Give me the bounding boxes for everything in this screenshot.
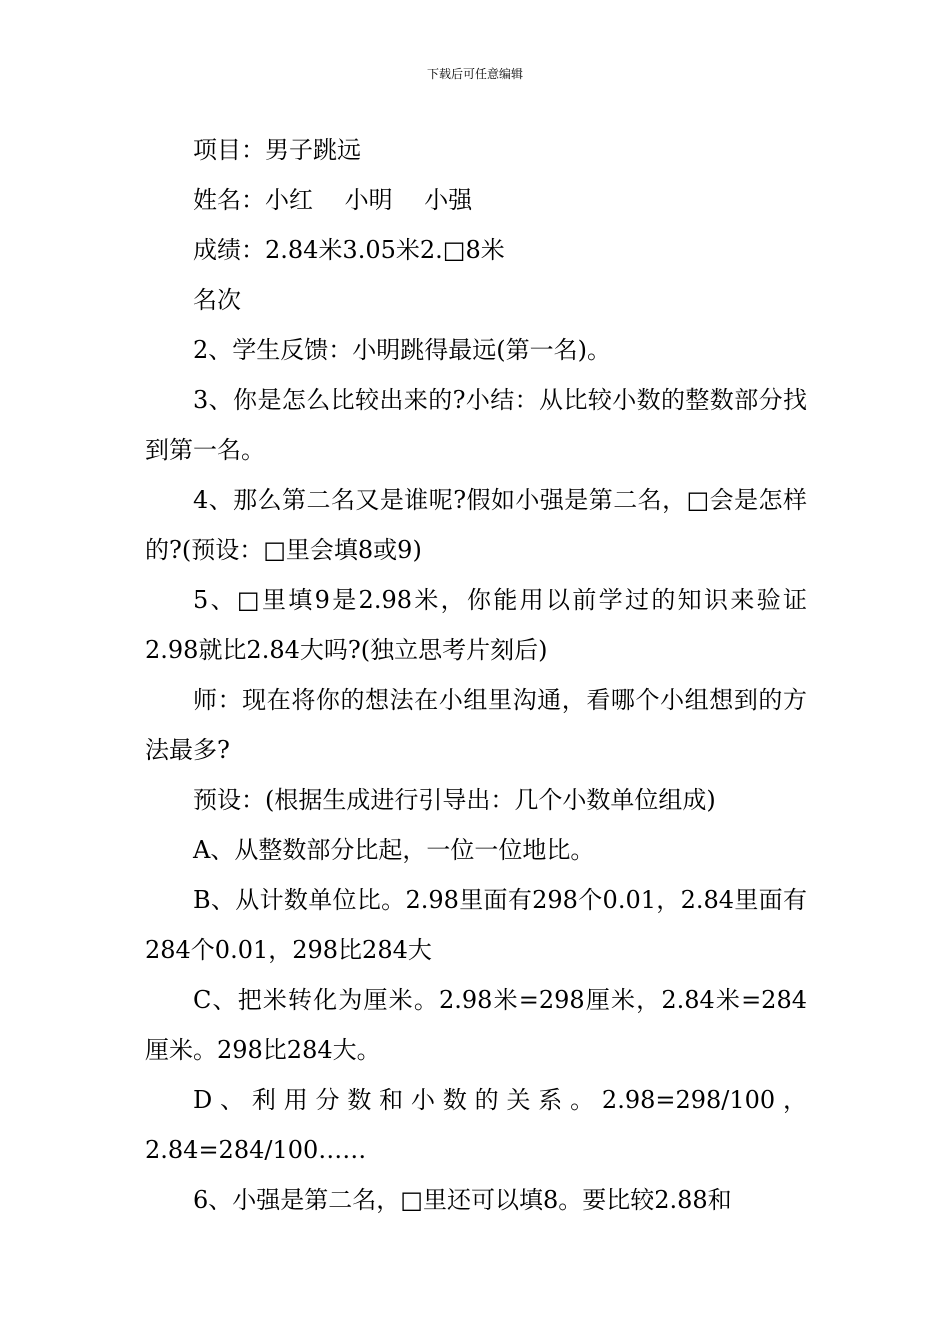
document-body xyxy=(145,125,807,1225)
paragraph-step-2: 2、学生反馈：小明跳得最远(第一名)。 xyxy=(193,336,611,364)
paragraph-preset: 预设：(根据生成进行引导出：几个小数单位组成) xyxy=(193,786,716,814)
paragraph-step-6: 6、小强是第二名，□里还可以填8。要比较2.88和 xyxy=(193,1186,732,1214)
header-note: 下载后可任意编辑 xyxy=(426,67,523,81)
paragraph-step-4: 4、那么第二名又是谁呢?假如小强是第二名，□会是怎样的?(预设：□里会填8或9) xyxy=(145,486,807,564)
paragraph-rank: 名次 xyxy=(193,286,241,314)
paragraph-step-3: 3、你是怎么比较出来的?小结：从比较小数的整数部分找到第一名。 xyxy=(145,386,807,464)
paragraph-method-d: D、利用分数和小数的关系。2.98=298/100，2.84=284/100…… xyxy=(145,1086,807,1164)
paragraph-names: 姓名：小红 小明 小强 xyxy=(193,186,473,214)
paragraph-teacher: 师：现在将你的想法在小组里沟通，看哪个小组想到的方法最多? xyxy=(145,686,807,764)
paragraph-scores: 成绩：2.84米3.05米2.□8米 xyxy=(193,236,505,264)
paragraph-method-b: B、从计数单位比。2.98里面有298个0.01，2.84里面有284个0.01，298比284大 xyxy=(145,886,807,964)
paragraph-project: 项目：男子跳远 xyxy=(193,136,361,164)
paragraph-method-c: C、把米转化为厘米。2.98米=298厘米，2.84米=284厘米。298比284大。 xyxy=(145,986,807,1064)
paragraph-step-5: 5、□里填9是2.98米，你能用以前学过的知识来验证2.98就比2.84大吗?(独立思考片刻后) xyxy=(145,586,807,664)
paragraph-method-a: A、从整数部分比起，一位一位地比。 xyxy=(193,836,595,864)
